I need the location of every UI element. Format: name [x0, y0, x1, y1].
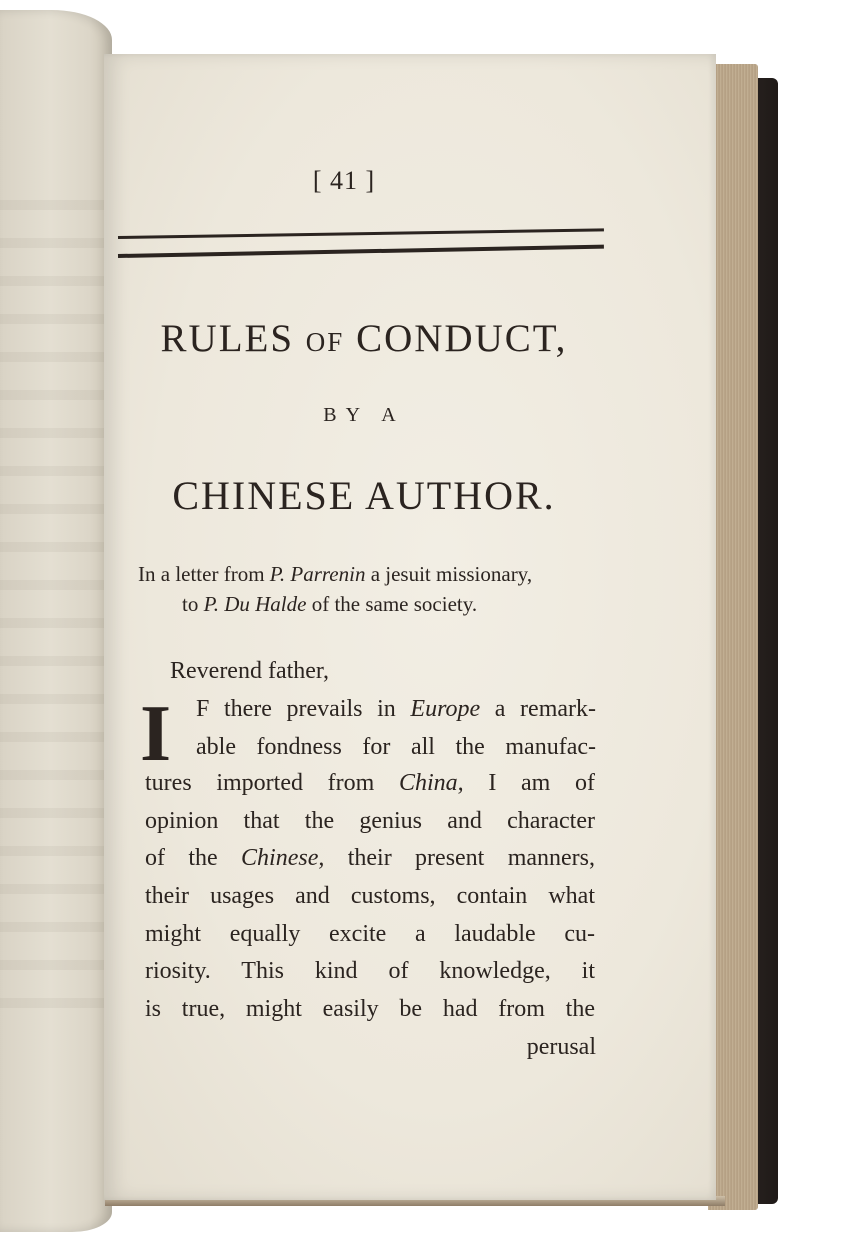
- note-name-parrenin: P. Parrenin: [269, 562, 366, 586]
- body-line-4: opinion that the genius and character: [145, 808, 595, 834]
- body-italic-chinese: Chinese,: [241, 845, 325, 871]
- body-italic-europe: Europe: [410, 696, 481, 722]
- body-italic-china: China,: [398, 770, 464, 796]
- body-text: F there prevails in: [196, 696, 411, 722]
- body-line-8: riosity. This kind of knowledge, it: [145, 958, 595, 984]
- body-line-9: is true, might easily be had from the: [145, 996, 595, 1022]
- source-note-line-2: [182, 592, 477, 617]
- note-text: In a letter from: [138, 562, 270, 586]
- body-line-1: [196, 696, 596, 723]
- header-rule-thick: [118, 245, 604, 258]
- source-note-line-1: [138, 562, 532, 587]
- body-text: of the: [145, 845, 242, 871]
- salutation: Reverend father,: [170, 658, 329, 684]
- body-line-3: [145, 770, 595, 797]
- right-page: [104, 54, 716, 1200]
- body-line-5: [145, 845, 595, 872]
- header-rule-thin: [118, 228, 604, 239]
- page-number: [ 41 ]: [312, 166, 376, 195]
- left-page-bleed-through: [0, 200, 105, 1020]
- author-line: CHINESE AUTHOR.: [172, 473, 556, 518]
- body-text: a remark-: [480, 696, 596, 722]
- note-text: of the same society.: [306, 592, 478, 616]
- body-line-6: their usages and customs, contain what: [145, 883, 595, 909]
- note-name-du-halde: P. Du Halde: [203, 592, 307, 616]
- by-line: BY A: [323, 404, 405, 426]
- body-line-7: might equally excite a laudable cu-: [145, 921, 595, 947]
- body-text: I am of: [463, 770, 596, 796]
- catchword: perusal: [526, 1034, 596, 1060]
- body-text: tures imported from: [145, 770, 399, 796]
- body-line-2: able fondness for all the manufac-: [196, 734, 596, 760]
- left-page: [0, 10, 112, 1232]
- body-text: their present manners,: [324, 845, 596, 871]
- drop-cap: I: [140, 690, 172, 778]
- note-text: a jesuit missionary,: [365, 562, 533, 586]
- note-text: to: [182, 592, 204, 616]
- chapter-title: RULES of CONDUCT,: [160, 317, 568, 360]
